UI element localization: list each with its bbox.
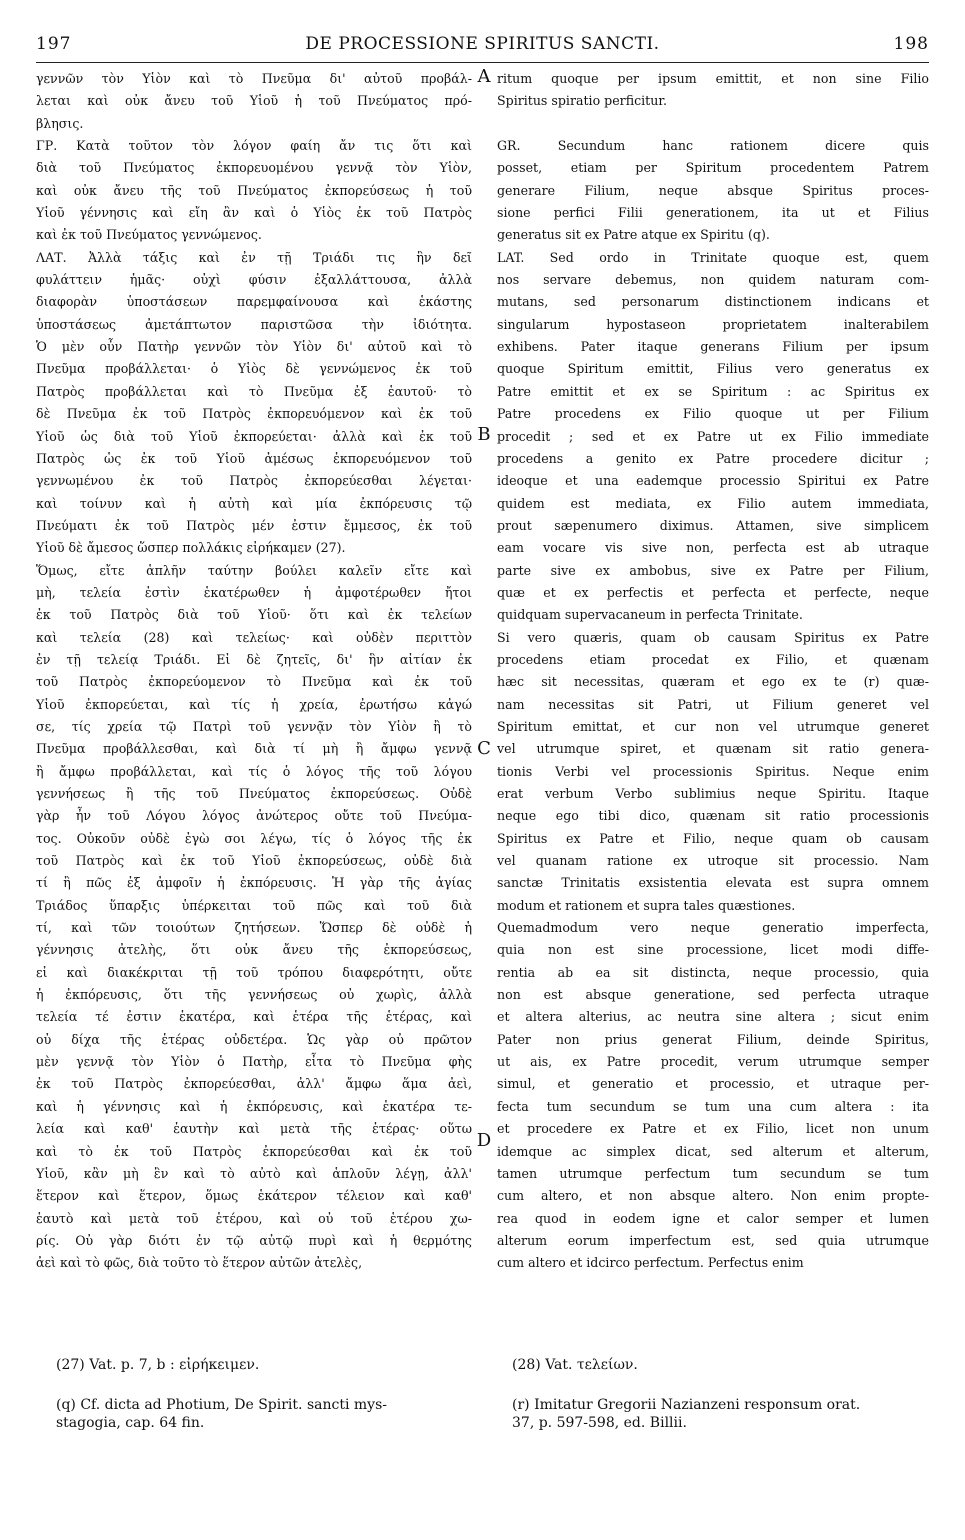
- text-line: βλησις.: [36, 115, 84, 131]
- footnote-q-line1: (q) Cf. dicta ad Photium, De Spirit. sancti mys-: [56, 1397, 387, 1413]
- text-line: Τριάδος ὕπαρξις ὑπέρκειται τοῦ πῶς καὶ τοῦ διὰ: [36, 897, 472, 913]
- text-line: parte sive ex ambobus, sive ex Patre per Filium,: [497, 562, 929, 578]
- text-line: ἢ ἄμφω προβάλλεται, καὶ τίς ὁ λόγος τῆς τοῦ λόγου: [36, 763, 472, 779]
- text-line: τοῦ Πατρὸς καὶ ἐκ τοῦ Υἱοῦ ἐκπορεύσεως, οὐδὲ διὰ: [36, 853, 472, 869]
- text-line: ἀεὶ καὶ τὸ φῶς, διὰ τοῦτο τὸ ἕτερον αὐτῶν ἀτελὲς,: [36, 1255, 363, 1271]
- text-line: τί ἢ πῶς ἐξ ἀμφοῖν ἡ ἐκπόρευσις. Ἡ γὰρ τῆς ἁγίας: [36, 875, 472, 891]
- text-line: generatus sit ex Patre atque ex Spiritu (q).: [497, 227, 770, 243]
- text-line: μὲν γεννᾷ τὸν Υἱὸν ὁ Πατὴρ, εἶτα τὸ Πνεῦμα φὴς: [36, 1054, 472, 1070]
- text-line: procedens a genito ex Patre procedere dicitur ;: [497, 450, 929, 466]
- latin-column: [497, 68, 929, 1275]
- text-line: alterum eorum imperfectum est, sed quia utrumque: [497, 1232, 929, 1248]
- text-line: sanctæ Trinitatis exsistentia elevata est supra omnem: [497, 875, 929, 891]
- text-line: καὶ τελεία (28) καὶ τελείως· καὶ οὐδὲν περιττὸν: [36, 629, 472, 645]
- text-line: λεία καὶ καθ' ἑαυτὴν καὶ μετὰ τῆς ἑτέρας· οὕτω: [36, 1121, 472, 1137]
- text-line: Υἱοῦ δὲ ἄμεσος ὥσπερ πολλάκις εἰρήκαμεν (27).: [36, 540, 346, 556]
- text-line: ut ais, ex Patre procedit, verum utrumque semper: [497, 1054, 929, 1070]
- text-line: εἰ καὶ διακέκριται τῇ τοῦ τρόπου διαφερότητι, οὔτε: [36, 964, 472, 980]
- margin-letter-c: C: [477, 738, 491, 759]
- text-line: quia non est sine processione, licet modi diffe-: [497, 942, 929, 958]
- text-line: γεννωμένου ἐκ τοῦ Πατρὸς ἐκπορεύεσθαι λέγεται·: [36, 473, 472, 489]
- text-line: rea quod in eodem igne et calor semper et lumen: [497, 1210, 929, 1226]
- text-line: ΛΑΤ. Ἀλλὰ τάξις καὶ ἐν τῇ Τριάδι τις ἣν δεῖ: [36, 249, 472, 265]
- text-line: ritum quoque per ipsum emittit, et non sine Filio: [497, 71, 929, 86]
- text-line: et procedere ex Patre et ex Filio, licet non unum: [497, 1121, 929, 1137]
- text-line: ἕτερον καὶ ἕτερον, ὅμως ἑκάτερον τέλειον καὶ καθ': [36, 1188, 472, 1204]
- text-line: [497, 113, 929, 135]
- text-line: posset, etiam per Spiritum procedentem Patrem: [497, 160, 929, 176]
- text-line: καὶ τοίνυν καὶ ἡ αὐτὴ καὶ μία ἐκπόρευσις τῷ: [36, 495, 472, 511]
- running-title: DE PROCESSIONE SPIRITUS SANCTI.: [305, 34, 660, 54]
- text-line: Ὅμως, εἴτε ἁπλῆν ταύτην βούλει καλεῖν εἴτε καὶ: [36, 562, 472, 578]
- text-line: Si vero quæris, quam ob causam Spiritus ex Patre: [497, 629, 929, 645]
- text-line: λεται καὶ οὐκ ἄνευ τοῦ Υἱοῦ ἡ τοῦ Πνεύματος πρό-: [36, 93, 472, 109]
- text-line: διὰ τοῦ Πνεύματος ἐκπορευομένου γεννᾷ τὸν Υἱὸν,: [36, 160, 472, 176]
- text-line: singularum hypostaseon proprietatem inalterabilem: [497, 316, 929, 332]
- text-line: γέννησις ἀτελὴς, ὅτι οὐκ ἄνευ τῆς ἐκπορεύσεως,: [36, 942, 472, 958]
- text-line: modum et rationem et supra tales quæstiones.: [497, 897, 796, 913]
- text-line: cum altero et idcirco perfectum. Perfectus enim: [497, 1255, 804, 1271]
- text-line: nam necessitas sit Patri, ut Filium generet vel: [497, 696, 929, 712]
- text-line: exhibens. Pater itaque generans Filium per ipsum: [497, 339, 929, 355]
- text-line: ὑποστάσεως ἀμετάπτωτον παριστῶσα τὴν ἰδιότητα.: [36, 316, 472, 332]
- text-line: quidem est mediata, ex Filio autem immediata,: [497, 495, 929, 511]
- text-line: ideoque et una eademque processio Spiritui ex Patre: [497, 473, 929, 489]
- text-line: ΓΡ. Κατὰ τοῦτον τὸν λόγον φαίη ἄν τις ὅτι καὶ: [36, 138, 472, 154]
- text-line: γὰρ ἦν τοῦ Λόγου λόγος ἀνώτερος οὔτε τοῦ Πνεύμα-: [36, 808, 472, 824]
- margin-markers: [472, 0, 496, 1540]
- text-line: καὶ οὐκ ἄνευ τῆς τοῦ Πνεύματος ἐκπορεύσεως ἡ τοῦ: [36, 182, 472, 198]
- text-line: vel quanam ratione ex utroque sit processio. Nam: [497, 853, 929, 869]
- text-line: σε, τίς χρεία τῷ Πατρὶ τοῦ γεννᾷν τὸν Υἱὸν ἢ τὸ: [36, 718, 472, 734]
- text-line: quæ et ex perfectis et perfecta et perfecte, neque: [497, 584, 929, 600]
- text-line: quoque Spiritum emittit, Filius vero generatus ex: [497, 361, 929, 377]
- text-line: καὶ ἐκ τοῦ Πνεύματος γεννώμενος.: [36, 227, 262, 243]
- text-line: Spiritus ex Patre et Filio, neque quam ob causam: [497, 830, 929, 846]
- text-line: tionis Verbi vel processionis Spiritus. Neque enim: [497, 763, 929, 779]
- text-line: γεννήσεως ἢ τῆς τοῦ Πνεύματος ἐκπορεύσεως. Οὐδὲ: [36, 786, 472, 801]
- text-line: Υἱοῦ, κἂν μὴ ἓν καὶ τὸ αὐτὸ καὶ ἁπλοῦν λέγῃ, ἀλλ': [36, 1165, 472, 1181]
- footnote-28: (28) Vat. τελείων.: [512, 1357, 638, 1373]
- text-line: ἡ ἐκπόρευσις, ὅτι τῆς γεννήσεως οὐ χωρὶς, ἀλλὰ: [36, 987, 472, 1003]
- text-line: Πνεῦμα προβάλλεται· ὁ Υἱὸς δὲ γεννώμενος ἐκ τοῦ: [36, 361, 472, 377]
- text-line: ἑαυτὸ καὶ μετὰ τοῦ ἑτέρου, καὶ οὐ τοῦ ἑτέρου χω-: [36, 1210, 472, 1226]
- footnote-q-line2: stagogia, cap. 64 fin.: [56, 1415, 205, 1431]
- page-number-left: 197: [36, 34, 72, 54]
- text-line: δὲ Πνεῦμα ἐκ τοῦ Πατρὸς ἐκπορευόμενον καὶ ἐκ τοῦ: [36, 406, 472, 422]
- text-line: nos servare debemus, non quidem naturam com-: [497, 272, 929, 288]
- text-line: ἐν τῇ τελείᾳ Τριάδι. Εἰ δὲ ζητεῖς, δι' ἣν αἰτίαν ἐκ: [36, 651, 472, 667]
- text-line: vel utrumque spiret, et quænam sit ratio genera-: [497, 741, 929, 757]
- text-line: τί, καὶ τῶν τοιούτων ζητήσεων. Ὥσπερ δὲ οὐδὲ ἡ: [36, 920, 472, 936]
- text-line: et altera alterius, ac neutra sine altera ; sicut enim: [497, 1009, 929, 1025]
- text-line: Πνεύματι ἐκ τοῦ Πατρὸς μέν ἐστιν ἔμμεσος, ἐκ τοῦ: [36, 517, 472, 533]
- text-line: cum altero, et non absque altero. Non enim propte-: [497, 1188, 929, 1204]
- text-line: rentia ab ea sit distincta, neque processio, quia: [497, 964, 929, 980]
- text-line: Ὁ μὲν οὖν Πατὴρ γεννῶν τὸν Υἱὸν δι' αὐτοῦ καὶ τὸ: [36, 339, 472, 355]
- text-line: Patre emittit et ex se Spiritum : ac Spiritus ex: [497, 383, 929, 399]
- text-line: Πατρὸς ὡς ἐκ τοῦ Υἱοῦ ἀμέσως ἐκπορευόμενον τοῦ: [36, 450, 472, 466]
- text-line: non est absque generatione, sed perfecta utraque: [497, 987, 929, 1003]
- footnote-r-line2: 37, p. 597-598, ed. Billii.: [512, 1415, 687, 1431]
- text-line: Patre procedens ex Filio quoque ut per Filium: [497, 406, 929, 422]
- text-line: erat verbum Verbo sublimius neque Spiritu. Itaque: [497, 786, 929, 801]
- footnote-27: (27) Vat. p. 7, b : εἰρήκειμεν.: [56, 1357, 260, 1373]
- text-line: quidquam supervacaneum in perfecta Trinitate.: [497, 607, 803, 623]
- text-line: generare Filium, neque absque Spiritus proces-: [497, 182, 929, 198]
- text-line: hæc sit necessitas, quæram et ego ex te (r) quæ-: [497, 674, 929, 690]
- text-line: Spiritus spiratio perficitur.: [497, 93, 667, 109]
- text-line: Υἱοῦ γέννησις καὶ εἴη ἂν καὶ ὁ Υἱὸς ἐκ τοῦ Πατρὸς: [36, 205, 472, 221]
- text-line: idemque ac simplex dicat, sed alterum et alterum,: [497, 1143, 929, 1159]
- text-line: sione perfici Filii generationem, ita ut et Filius: [497, 205, 929, 221]
- text-line: LAT. Sed ordo in Trinitate quoque est, quem: [497, 249, 929, 265]
- text-line: simul, et generatio et processio, et utraque per-: [497, 1076, 929, 1092]
- text-line: Spiritum emittat, et cur non vel utrumque generet: [497, 718, 929, 734]
- text-line: γεννῶν τὸν Υἱὸν καὶ τὸ Πνεῦμα δι' αὐτοῦ προβάλ-: [36, 71, 472, 86]
- text-line: τος. Οὐκοῦν οὐδὲ ἐγὼ σοι λέγω, τίς ὁ λόγος τῆς ἐκ: [36, 830, 472, 846]
- text-line: procedens etiam procedat ex Filio, et quænam: [497, 651, 929, 667]
- text-line: φυλάττειν ἡμᾶς· οὐχὶ φύσιν ἐξαλλάττουσα, ἀλλὰ: [36, 272, 472, 288]
- text-line: Υἱοῦ ἐκπορεύεται, καὶ τίς ἡ χρεία, ἐρωτήσω κἀγώ: [36, 696, 472, 712]
- page-number-right: 198: [893, 34, 929, 54]
- text-line: tamen utrumque perfectum tum secundum se tum: [497, 1165, 929, 1181]
- text-line: τελεία τέ ἐστιν ἑκατέρα, καὶ ἑτέρα τῆς ἑτέρας, καὶ: [36, 1009, 472, 1025]
- text-line: GR. Secundum hanc rationem dicere quis: [497, 138, 929, 154]
- greek-column: [36, 68, 472, 1275]
- text-line: μὴ, τελεία ἐστὶν ἑκατέρωθεν ἡ ἀμφοτέρωθεν ἤτοι: [36, 584, 472, 600]
- text-line: καὶ τὸ ἐκ τοῦ Πατρὸς ἐκπορεύεσθαι καὶ ἐκ τοῦ: [36, 1143, 472, 1159]
- text-line: ἐκ τοῦ Πατρὸς διὰ τοῦ Υἱοῦ· ὅτι καὶ ἐκ τελείων: [36, 607, 472, 623]
- text-line: mutans, sed personarum distinctionem indicans et: [497, 294, 929, 310]
- text-line: procedit ; sed et ex Patre ut ex Filio immediate: [497, 428, 929, 444]
- text-line: eam vocare vis sive non, perfecta est ab utraque: [497, 540, 929, 556]
- margin-letter-d: D: [476, 1130, 492, 1151]
- text-line: Υἱοῦ ὡς διὰ τοῦ Υἱοῦ ἐκπορεύεται· ἀλλὰ καὶ ἐκ τοῦ: [36, 428, 472, 444]
- text-line: Πατρὸς προβάλλεται καὶ τὸ Πνεῦμα ἐξ ἑαυτοῦ· τὸ: [36, 383, 472, 399]
- text-line: fecta tum secundum se tum una cum altera : ita: [497, 1098, 929, 1114]
- margin-letter-a: A: [477, 66, 491, 87]
- margin-letter-b: B: [477, 424, 491, 445]
- text-line: ρίς. Οὐ γὰρ διότι ἐν τῷ αὐτῷ πυρὶ καὶ ἡ θερμότης: [36, 1232, 472, 1248]
- text-line: Pater non prius generat Filium, deinde Spiritus,: [497, 1031, 929, 1047]
- text-line: ἐκ τοῦ Πατρὸς ἐκπορεύεσθαι, ἀλλ' ἄμφω ἅμα ἀεὶ,: [36, 1076, 472, 1092]
- text-line: καὶ ἡ γέννησις καὶ ἡ ἐκπόρευσις, καὶ ἑκατέρα τε-: [36, 1098, 472, 1114]
- text-line: τοῦ Πατρὸς ἐκπορεύομενον τὸ Πνεῦμα καὶ ἐκ τοῦ: [36, 674, 472, 690]
- text-line: οὐ δίχα τῆς ἑτέρας οὐδετέρα. Ὡς γὰρ οὐ πρῶτον: [36, 1031, 472, 1047]
- text-line: Quemadmodum vero neque generatio imperfecta,: [497, 920, 929, 936]
- footnote-r-line1: (r) Imitatur Gregorii Nazianzeni responsum orat.: [512, 1397, 861, 1413]
- text-line: διαφορὰν ὑποστάσεων παρεμφαίνουσα καὶ ἑκάστης: [36, 294, 472, 310]
- text-line: neque ego tibi dico, quænam sit ratio processionis: [497, 808, 929, 824]
- text-line: Πνεῦμα προβάλλεσθαι, καὶ διὰ τί μὴ ἢ ἄμφω γεννᾷ: [36, 741, 472, 757]
- text-line: prout sæpenumero diximus. Attamen, sive simplicem: [497, 517, 929, 533]
